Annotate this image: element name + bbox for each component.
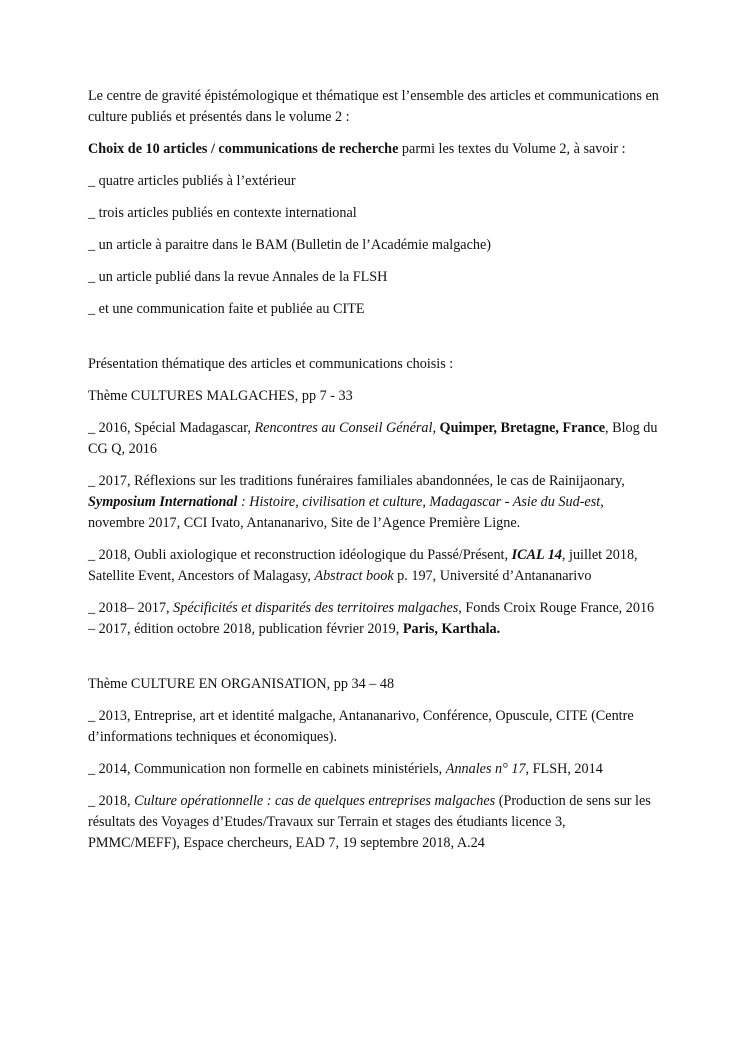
theme1-entry-3 xyxy=(88,545,660,587)
theme1-entry-4 xyxy=(88,598,660,640)
list-item: _ un article à paraitre dans le BAM (Bulletin de l’Académie malgache) xyxy=(88,237,491,253)
theme2-entry-3 xyxy=(88,791,660,854)
list-item: _ trois articles publiés en contexte international xyxy=(88,205,357,221)
italic-run: Rencontres au Conseil Général xyxy=(254,420,433,436)
text-run: p. 197, Université d’Antananarivo xyxy=(393,568,592,584)
text-run: , juillet 2018, Satellite Event, Ancestors of Malagasy, xyxy=(88,547,638,584)
spacer xyxy=(88,640,660,674)
text-run: , Blog du CG Q, 2016 xyxy=(88,420,658,457)
italic-run: Culture opérationnelle : cas de quelques entreprises malgaches xyxy=(134,793,496,809)
italic-run: Annales n° 17 xyxy=(445,761,526,777)
list-item: _ quatre articles publiés à l’extérieur xyxy=(88,173,296,189)
text-run: _ 2018, Oubli axiologique et reconstruction idéologique du Passé/Présent, xyxy=(88,547,512,563)
bold-run: Paris, Karthala. xyxy=(402,621,501,637)
list-item: _ et une communication faite et publiée au CITE xyxy=(88,301,365,317)
choice-rest: parmi les textes du Volume 2, à savoir : xyxy=(398,141,626,157)
italic-run: Spécificités et disparités des territoires malgaches xyxy=(173,600,459,616)
bold-italic-run: ICAL 14 xyxy=(511,547,562,563)
italic-run: : Histoire, civilisation et culture, Madagascar - Asie du Sud-est xyxy=(237,494,601,510)
document-page xyxy=(88,86,660,854)
intro-paragraph: Le centre de gravité épistémologique et thématique est l’ensemble des articles et communications en culture publiés et présentés dans le volume 2 : xyxy=(88,88,659,125)
choice-paragraph xyxy=(88,139,660,160)
text-run: (Production de sens sur les résultats des Voyages d’Etudes/Travaux sur Terrain et stages des étudiants licence 3, PMMC/MEFF), Espace chercheurs, EAD 7, 19 septembre 2018, A.24 xyxy=(88,793,651,851)
text-run: , FLSH, 2014 xyxy=(525,761,603,777)
list-item: _ un article publié dans la revue Annales de la FLSH xyxy=(88,269,388,285)
bold-run: Quimper, Bretagne, France xyxy=(439,420,606,436)
theme2-entry-2 xyxy=(88,759,660,780)
text-run: _ 2018– 2017, xyxy=(88,600,174,616)
text-run: _ 2016, Spécial Madagascar, xyxy=(88,420,255,436)
text-run: , novembre 2017, CCI Ivato, Antananarivo, Site de l’Agence Première Ligne. xyxy=(88,494,604,531)
bold-italic-run: Symposium International xyxy=(88,494,238,510)
italic-run: Abstract book xyxy=(314,568,394,584)
theme2-entry-1: _ 2013, Entreprise, art et identité malgache, Antananarivo, Conférence, Opuscule, CITE (Centre d’informations techniques et économiques). xyxy=(88,708,634,745)
theme2-title: Thème CULTURE EN ORGANISATION, pp 34 – 48 xyxy=(88,676,395,692)
theme1-title: Thème CULTURES MALGACHES, pp 7 - 33 xyxy=(88,388,353,404)
presentation-heading: Présentation thématique des articles et communications choisis : xyxy=(88,356,454,372)
choice-bold: Choix de 10 articles / communications de recherche xyxy=(88,141,399,157)
text-run: _ 2018, xyxy=(88,793,135,809)
text-run: , xyxy=(432,420,440,436)
text-run: _ 2017, Réflexions sur les traditions funéraires familiales abandonnées, le cas de Rainijaonary, xyxy=(88,473,625,489)
theme1-entry-1 xyxy=(88,418,660,460)
text-run: _ 2014, Communication non formelle en cabinets ministériels, xyxy=(88,761,446,777)
theme1-entry-2 xyxy=(88,471,660,534)
spacer xyxy=(88,320,660,354)
text-run: , Fonds Croix Rouge France, 2016 – 2017, édition octobre 2018, publication février 2019, xyxy=(88,600,655,637)
